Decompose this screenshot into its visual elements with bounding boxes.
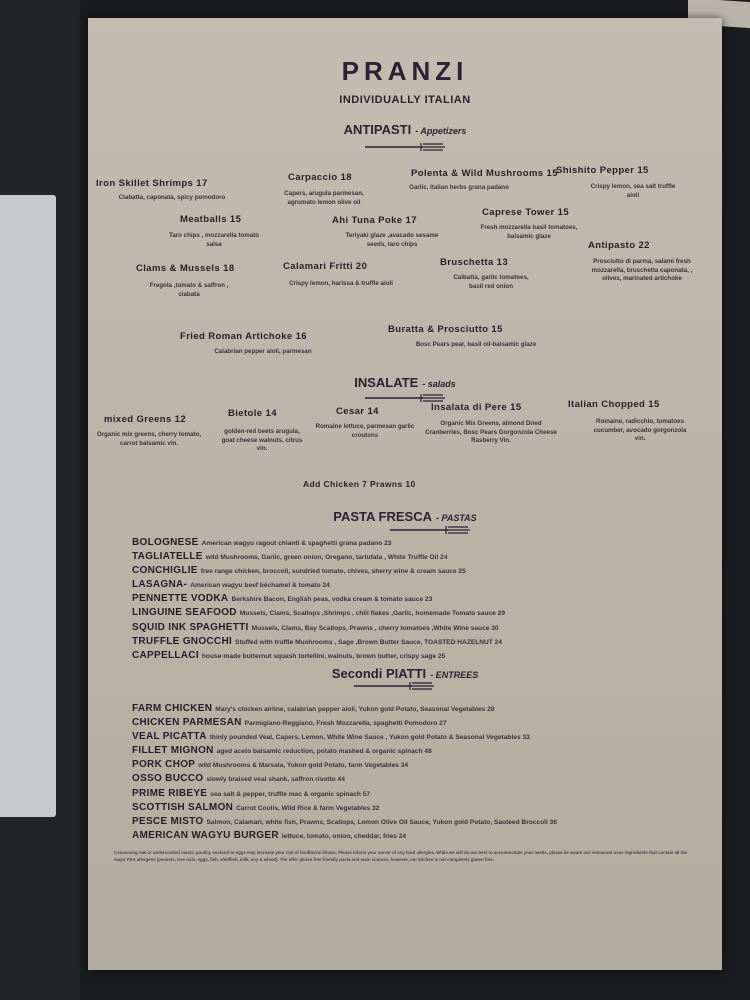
dish-name: CAPPELLACI — [132, 649, 199, 661]
dish-desc: Salmon, Calamari, white fish, Prawns, Scallops, Lemon Olive Oil Sauce, Yukon gold Potato, Sauteed Broccoli 36 — [206, 818, 558, 826]
menu-item-name: Carpaccio 18 — [288, 172, 352, 183]
entree-item — [132, 702, 557, 716]
pasta-item — [132, 649, 505, 663]
pasta-item — [132, 550, 505, 564]
menu-item-name: Cesar 14 — [336, 406, 379, 417]
menu-item-desc: Teriyaki glaze ,avacado sesame seeds, taro chips — [345, 232, 439, 248]
menu-item-desc: golden-red beets arugula, goat cheese walnuts, citrus vin. — [221, 428, 303, 452]
pasta-item — [132, 564, 505, 578]
adjacent-paper — [0, 195, 56, 817]
pasta-item — [132, 621, 505, 635]
menu-item-name: Clams & Mussels 18 — [136, 263, 235, 274]
menu-item-desc: Calabrian pepper aioli, parmesan — [214, 348, 312, 355]
allergen-disclaimer: Consuming raw or undercooked meats, poultry, seafood or eggs may increase your risk of foodborne illness. Please inform your server of any food allergies. While we will do our best to accommodate your needs, please be aware our restaurant uses ingredients that contain all the major FDA allergens (peanuts, tree nuts, eggs, fish, shellfish, milk, soy & wheat). The offer gluten free friendly pasta and main courses, however, our kitchen is not completely gluten free. — [114, 850, 687, 862]
dish-desc: wild Mushrooms, Garlic, green onion, Oregano, tartufata , White Truffle Oil 24 — [205, 554, 448, 562]
dish-name: FILLET MIGNON — [132, 745, 214, 757]
entree-item — [132, 730, 557, 744]
dish-name: CONCHIGLIE — [132, 565, 198, 577]
pasta-heading — [88, 509, 722, 524]
menu-item-desc: Romaine, radicchio, tomatoes cucumber, avocado gorgonzola vin. — [593, 418, 687, 442]
dish-desc: thinly pounded Veal, Capers, Lemon, White Wine Sauce , Yukon gold Potato & Seasonal Vegetables 33 — [209, 734, 530, 742]
fork-divider-icon — [388, 524, 472, 536]
pasta-title: PASTA FRESCA — [333, 509, 433, 524]
menu-item-desc: Crispy lemon, sea salt truffle aioli — [590, 183, 676, 199]
menu-item-name: Insalata di Pere 15 — [431, 402, 522, 413]
dish-desc: lettuce, tomato, onion, cheddar, fries 24 — [281, 832, 407, 840]
pasta-item — [132, 578, 505, 592]
menu-item-name: Ahi Tuna Poke 17 — [332, 215, 417, 226]
menu-item-desc: Taro chips , mozzarella tomato salsa — [169, 232, 259, 248]
dish-name: PORK CHOP — [132, 759, 196, 771]
pasta-subtitle: - PASTAS — [436, 513, 477, 523]
dish-name: AMERICAN WAGYU BURGER — [132, 829, 279, 841]
menu-item-desc: Romaine lettuce, parmesan garlic croutons — [315, 423, 415, 439]
menu-sheet — [88, 18, 722, 970]
dish-name: TAGLIATELLE — [132, 551, 203, 563]
dish-desc: slowly braised veal shank, saffron risotto 44 — [206, 776, 345, 784]
secondi-list — [132, 702, 557, 843]
menu-item-name: Meatballs 15 — [180, 214, 242, 225]
menu-item-name: Italian Chopped 15 — [568, 399, 660, 410]
insalate-title: INSALATE — [354, 375, 419, 390]
menu-item-name: mixed Greens 12 — [104, 414, 187, 425]
menu-item-name: Shishito Pepper 15 — [556, 165, 649, 176]
pasta-item — [132, 536, 505, 550]
dish-desc: Mary's chicken airline, calabrian pepper aioli, Yukon gold Potato, Seasonal Vegetables 28 — [215, 706, 495, 713]
pasta-item — [132, 592, 505, 606]
menu-item-name: Polenta & Wild Mushrooms 15 — [411, 168, 558, 179]
menu-item-desc: Crispy lemon, harissa & truffle aioli — [289, 280, 393, 287]
menu-item-desc: Organic mix greens, cherry tomato, carrot balsamic vin. — [96, 431, 202, 447]
antipasti-title: ANTIPASTI — [343, 122, 412, 137]
dish-name: CHICKEN PARMESAN — [132, 717, 242, 729]
dish-name: VEAL PICATTA — [132, 731, 207, 743]
secondi-heading — [88, 666, 722, 681]
entree-item — [132, 787, 557, 801]
dish-name: SQUID INK SPAGHETTI — [132, 621, 249, 633]
insalate-subtitle: - salads — [422, 379, 456, 389]
dish-name: LINGUINE SEAFOOD — [132, 607, 237, 619]
dish-desc: Carrot Coulis, Wild Rice & farm Vegetables 32 — [236, 804, 380, 812]
dish-name: OSSO BUCCO — [132, 773, 204, 785]
dish-desc: Stuffed with truffle Mushrooms , Sage ,Brown Butter Sauce, TOASTED HAZELNUT 24 — [235, 638, 502, 646]
menu-item-name: Antipasto 22 — [588, 240, 650, 251]
secondi-subtitle: - ENTREES — [430, 670, 479, 680]
entree-item — [132, 772, 557, 786]
menu-item-desc: Caibatta, garlic tomatoes, basil red onion — [453, 274, 529, 290]
dish-desc: Mussels, Clams, Scallops ,Shrimps , chili flakes ,Garlic, homemade Tomato sauce 29 — [239, 610, 506, 618]
menu-item-desc: Garlic, Italian herbs grana padano — [409, 184, 509, 191]
menu-item-name: Buratta & Prosciutto 15 — [388, 324, 503, 335]
dish-name: LASAGNA- — [132, 579, 188, 591]
fork-divider-icon — [352, 680, 436, 692]
dish-name: PESCE MISTO — [132, 815, 204, 827]
menu-item-desc: Capers, arugula parmesan, agrumato lemon olive oil — [284, 190, 364, 206]
salad-addon: Add Chicken 7 Prawns 10 — [303, 479, 416, 489]
dish-desc: American wagyu beef béchamel & tomato 24 — [190, 582, 330, 590]
dish-name: PRIME RIBEYE — [132, 787, 208, 799]
menu-item-name: Iron Skillet Shrimps 17 — [96, 178, 208, 189]
dish-desc: aged aceto balsamic reduction, potato mashed & organic spinach 48 — [216, 748, 432, 756]
secondi-title: Secondi PIATTI — [331, 666, 427, 681]
menu-item-name: Caprese Tower 15 — [482, 207, 570, 218]
antipasti-subtitle: - Appetizers — [415, 126, 467, 136]
menu-item-desc: Prosciutto di parma, salami fresh mozzarella, bruschetta caponata, , olives, marinated artichoke — [591, 258, 693, 282]
menu-item-desc: Bosc Pears pear, basil oil-balsamic glaze — [415, 341, 537, 348]
dish-name: BOLOGNESE — [132, 537, 199, 548]
dish-desc: wild Mushrooms & Marsala, Yukon gold Potato, farm Vegetables 34 — [198, 762, 409, 770]
dish-name: FARM CHICKEN — [132, 703, 213, 714]
dish-desc: Berkshire Bacon, English peas, vodka cream & tomato sauce 23 — [231, 596, 433, 604]
menu-item-name: Bruschetta 13 — [440, 257, 509, 268]
menu-item-desc: Organic Mix Greens, almond Dried Cranberries, Bosc Pears Gorgonzola Cheese Rasberry Vin. — [425, 420, 557, 444]
menu-item-name: Bietole 14 — [228, 408, 277, 419]
entree-item — [132, 744, 557, 758]
entree-item — [132, 716, 557, 730]
dish-name: TRUFFLE GNOCCHI — [132, 635, 233, 647]
dish-name: SCOTTISH SALMON — [132, 801, 234, 813]
dish-desc: house-made butternut squash tortellini, walnuts, brown butter, crispy sage 25 — [201, 652, 446, 660]
menu-item-name: Fried Roman Artichoke 16 — [180, 331, 307, 342]
menu-item-desc: Fresh mozzarella basil tomatoes, balsamic glaze — [480, 224, 578, 240]
dish-desc: Mussels, Clams, Bay Scallops, Prawns , cherry tomatoes ,White Wine sauce 30 — [251, 624, 499, 632]
menu-item-desc: Fregola ,tomato & saffron , ciabata — [149, 282, 229, 298]
menu-item-name: Calamari Fritti 20 — [283, 261, 368, 272]
menu-item-desc: Ciabatta, caponata, spicy pomodoro — [118, 194, 226, 201]
entree-item — [132, 815, 557, 829]
pasta-item — [132, 606, 505, 620]
dish-desc: sea salt & pepper, truffle mac & organic spinach 57 — [210, 790, 371, 798]
antipasti-heading — [88, 122, 722, 137]
entree-item — [132, 758, 557, 772]
pasta-item — [132, 635, 505, 649]
pasta-list — [132, 536, 505, 663]
entree-item — [132, 829, 557, 843]
restaurant-tagline: INDIVIDUALLY ITALIAN — [339, 94, 471, 106]
restaurant-name: PRANZI — [341, 56, 469, 86]
entree-item — [132, 801, 557, 815]
dish-desc: free range chicken, broccoli, sundried tomato, chives, sherry wine & cream sauce 25 — [200, 568, 466, 576]
dish-name: PENNETTE VODKA — [132, 593, 229, 605]
dish-desc: Parmigiano-Reggiano, Fresh Mozzarella, spaghetti Pomodoro 27 — [244, 720, 447, 728]
dish-desc: American wagyu ragout chianti & spaghetti grana padano 23 — [201, 540, 392, 547]
insalate-heading — [88, 375, 722, 390]
fork-divider-icon — [363, 141, 447, 153]
